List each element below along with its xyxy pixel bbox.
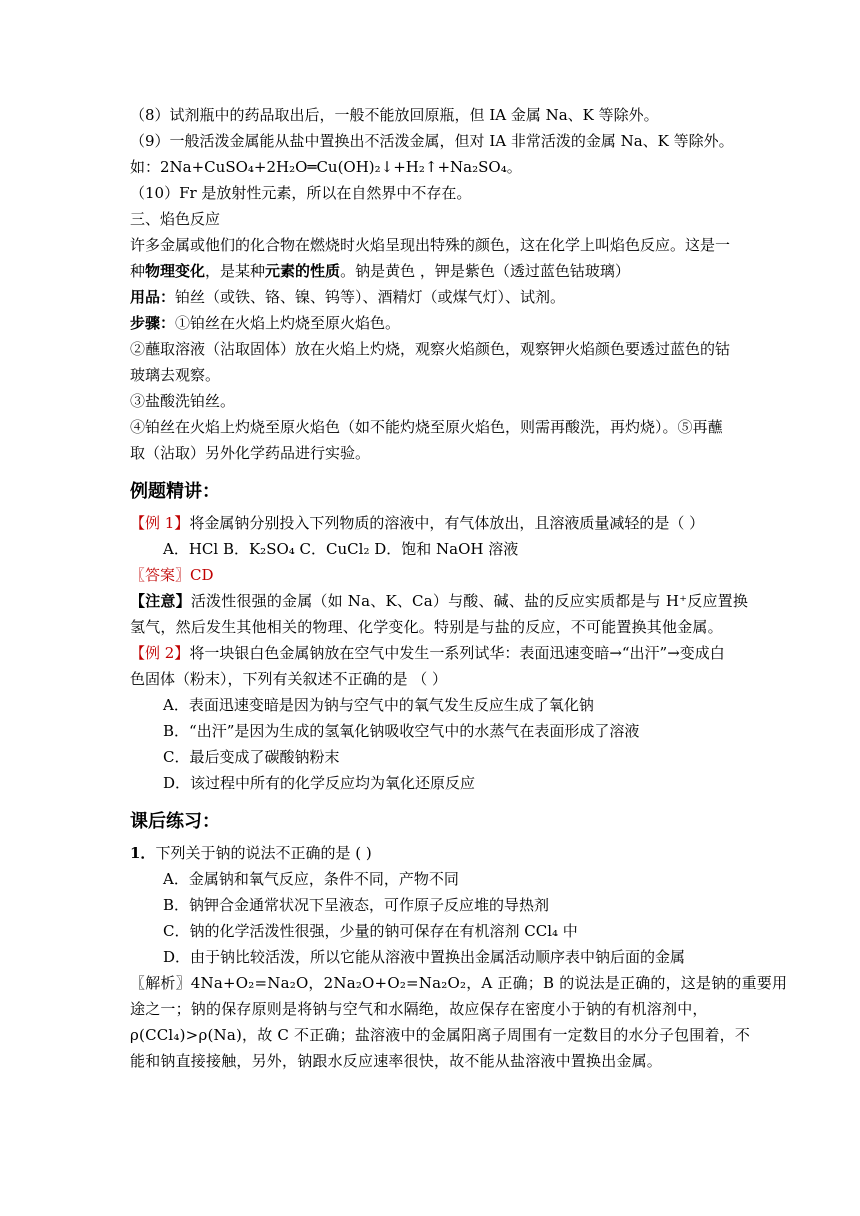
example-1-answer: 〖答案〗CD [130, 566, 214, 584]
analysis-line: ρ(CCl₄)>ρ(Na)，故 C 不正确；盐溶液中的金属阳离子周围有一定数目的水分子包围着，不 [130, 1026, 751, 1044]
option-a: A．表面迅速变暗是因为钠与空气中的氧气发生反应生成了氧化钠 [163, 696, 594, 714]
question-text: 将金属钠分别投入下列物质的溶液中，有气体放出，且溶液质量减轻的是（ ） [189, 514, 705, 532]
step-1: ①铂丝在火焰上灼烧至原火焰色。 [175, 314, 401, 332]
analysis-line: 能和钠直接接触，另外，钠跟水反应速率很快，故不能从盐溶液中置换出金属。 [130, 1052, 663, 1070]
text-line: 许多金属或他们的化合物在燃烧时火焰呈现出特殊的颜色，这在化学上叫焰色反应。这是一 [130, 236, 731, 254]
section-heading-practice: 课后练习： [130, 811, 220, 832]
text-line: 氢气，然后发生其他相关的物理、化学变化。特别是与盐的反应，不可能置换其他金属。 [130, 618, 723, 636]
practice-1-question [130, 840, 734, 866]
text-line: （10）Fr 是放射性元素，所以在自然界中不存在。 [130, 184, 472, 202]
text-line [130, 284, 734, 310]
example-1-note [130, 588, 749, 614]
option-d: D．该过程中所有的化学反应均为氧化还原反应 [163, 774, 476, 792]
example-tag: 【例 2】 [130, 644, 190, 662]
tools-label: 用品： [130, 288, 176, 306]
text-span: 。钠是黄色 ，钾是紫色（透过蓝色钴玻璃） [340, 262, 630, 280]
option-b: B．钠钾合金通常状况下呈液态，可作原子反应堆的导热剂 [163, 896, 550, 914]
section-heading-examples: 例题精讲： [130, 481, 220, 502]
section-title-flame: 三、焰色反应 [130, 210, 221, 228]
note-text: 活泼性很强的金属（如 Na、K、Ca）与酸、碱、盐的反应实质都是与 H⁺反应置换 [190, 592, 749, 610]
text-line [130, 310, 734, 336]
bold-term: 物理变化 [145, 262, 206, 280]
note-label: 【注意】 [130, 592, 191, 610]
question-number: 1． [130, 844, 156, 862]
text-line: （9）一般活泼金属能从盐中置换出不活泼金属，但对 IA 非常活泼的金属 Na、K 等除外。 [130, 132, 734, 150]
text-line: 如：2Na+CuSO₄+2H₂O═Cu(OH)₂↓+H₂↑+Na₂SO₄。 [130, 158, 522, 176]
analysis-line: 途之一；钠的保存原则是将钠与空气和水隔绝，故应保存在密度小于钠的有机溶剂中， [130, 1000, 708, 1018]
text-line: 取（沾取）另外化学药品进行实验。 [130, 444, 371, 462]
steps-label: 步骤： [130, 314, 176, 332]
text-line [130, 258, 734, 284]
example-2-question [130, 640, 734, 666]
example-1-options: A．HCl B．K₂SO₄ C．CuCl₂ D．饱和 NaOH 溶液 [163, 540, 519, 558]
text-line: ③盐酸洗铂丝。 [130, 392, 236, 410]
document-page [130, 102, 788, 1074]
question-text: 下列关于钠的说法不正确的是 ( ) [155, 844, 372, 862]
tools-text: 铂丝（或铁、铬、镍、钨等）、酒精灯（或煤气灯）、试剂。 [175, 288, 566, 306]
text-line: （8）试剂瓶中的药品取出后，一般不能放回原瓶，但 IA 金属 Na、K 等除外。 [130, 106, 659, 124]
option-b: B．“出汗”是因为生成的氢氧化钠吸收空气中的水蒸气在表面形成了溶液 [163, 722, 640, 740]
example-1-question [130, 510, 734, 536]
option-c: C．最后变成了碳酸钠粉末 [163, 748, 340, 766]
bold-term: 元素的性质 [265, 262, 341, 280]
text-span: ，是某种 [205, 262, 266, 280]
text-line: 玻璃去观察。 [130, 366, 221, 384]
text-line: 色固体（粉末），下列有关叙述不正确的是 （ ） [130, 670, 448, 688]
question-text: 将一块银白色金属钠放在空气中发生一系列试华：表面迅速变暗→“出汗”→变成白 [189, 644, 725, 662]
option-a: A．金属钠和氧气反应，条件不同，产物不同 [163, 870, 459, 888]
example-tag: 【例 1】 [130, 514, 190, 532]
option-d: D．由于钠比较活泼，所以它能从溶液中置换出金属活动顺序表中钠后面的金属 [163, 948, 686, 966]
text-line: ②蘸取溶液（沾取固体）放在火焰上灼烧，观察火焰颜色，观察钾火焰颜色要透过蓝色的钴 [130, 340, 731, 358]
option-c: C．钠的化学活泼性很强，少量的钠可保存在有机溶剂 CCl₄ 中 [163, 922, 578, 940]
analysis-line: 〖解析〗4Na+O₂=Na₂O，2Na₂O+O₂=Na₂O₂，A 正确；B 的说法是正确的，这是钠的重要用 [130, 974, 788, 992]
text-line: ④铂丝在火焰上灼烧至原火焰色（如不能灼烧至原火焰色，则需再酸洗，再灼烧）。⑤再蘸 [130, 418, 723, 436]
text-span: 种 [130, 262, 146, 280]
